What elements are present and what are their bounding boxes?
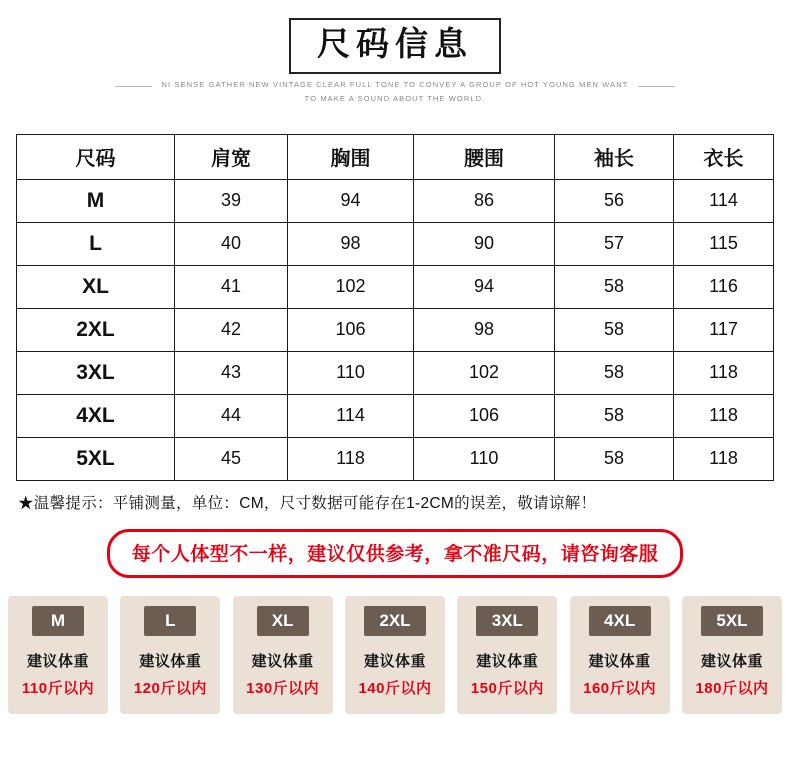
table-header-row: [17, 134, 774, 179]
card-label: 建议体重: [363, 652, 426, 670]
advice-banner-wrap: [0, 529, 790, 578]
cell-sleeve: 58: [555, 394, 674, 437]
subtitle-english: [152, 78, 639, 107]
card-size-tag: 5XL: [701, 606, 763, 636]
card-label: 建议体重: [700, 652, 763, 670]
card-weight: 120斤以内: [133, 679, 207, 697]
cell-length: 114: [674, 179, 774, 222]
weight-card: [8, 596, 108, 714]
card-label: 建议体重: [476, 652, 539, 670]
cell-size: 3XL: [17, 351, 175, 394]
cell-sleeve: 57: [555, 222, 674, 265]
cell-length: 118: [674, 351, 774, 394]
size-table-head: [17, 134, 774, 179]
cell-shoulder: 44: [175, 394, 288, 437]
weight-card: [345, 596, 445, 714]
cell-sleeve: 58: [555, 265, 674, 308]
cell-length: 116: [674, 265, 774, 308]
cell-size: 2XL: [17, 308, 175, 351]
table-row: [17, 351, 774, 394]
weight-card-list: [8, 596, 782, 714]
title-box: [289, 18, 501, 74]
card-weight: 160斤以内: [583, 679, 657, 697]
col-header-waist: 腰围: [414, 134, 555, 179]
table-row: [17, 265, 774, 308]
cell-shoulder: 45: [175, 437, 288, 480]
cell-size: L: [17, 222, 175, 265]
cell-sleeve: 58: [555, 308, 674, 351]
card-size-tag: 2XL: [364, 606, 426, 636]
card-label: 建议体重: [588, 652, 651, 670]
page-header: [0, 0, 790, 126]
table-row: [17, 394, 774, 437]
cell-size: 4XL: [17, 394, 175, 437]
card-size-tag: 3XL: [476, 606, 538, 636]
card-weight: 180斤以内: [695, 679, 769, 697]
col-header-size: 尺码: [17, 134, 175, 179]
cell-shoulder: 40: [175, 222, 288, 265]
cell-waist: 86: [414, 179, 555, 222]
cell-shoulder: 43: [175, 351, 288, 394]
card-label: 建议体重: [139, 652, 202, 670]
cell-sleeve: 58: [555, 351, 674, 394]
card-label: 建议体重: [26, 652, 89, 670]
col-header-bust: 胸围: [288, 134, 414, 179]
cell-waist: 106: [414, 394, 555, 437]
cell-bust: 114: [288, 394, 414, 437]
cell-size: XL: [17, 265, 175, 308]
subtitle-line-1: NI SENSE GATHER NEW VINTAGE CLEAR FULL TONE TO CONVEY A GROUP OF HOT YOUNG MEN WANT: [161, 79, 629, 89]
card-weight: 150斤以内: [470, 679, 544, 697]
cell-length: 117: [674, 308, 774, 351]
cell-bust: 98: [288, 222, 414, 265]
col-header-sleeve: 袖长: [555, 134, 674, 179]
cell-bust: 102: [288, 265, 414, 308]
cell-shoulder: 39: [175, 179, 288, 222]
size-table-body: [17, 179, 774, 480]
card-label: 建议体重: [251, 652, 314, 670]
card-size-tag: M: [32, 606, 84, 636]
weight-card: [120, 596, 220, 714]
cell-waist: 94: [414, 265, 555, 308]
advice-banner: 每个人体型不一样，建议仅供参考，拿不准尺码，请咨询客服: [107, 529, 684, 578]
cell-sleeve: 58: [555, 437, 674, 480]
cell-length: 115: [674, 222, 774, 265]
weight-card: [682, 596, 782, 714]
cell-bust: 106: [288, 308, 414, 351]
subtitle-block: [115, 74, 675, 126]
table-row: [17, 437, 774, 480]
subtitle-line-2: TO MAKE A SOUND ABOUT THE WORLD.: [304, 93, 486, 103]
cell-waist: 90: [414, 222, 555, 265]
card-size-tag: XL: [257, 606, 309, 636]
cell-waist: 110: [414, 437, 555, 480]
cell-sleeve: 56: [555, 179, 674, 222]
table-row: [17, 308, 774, 351]
cell-bust: 110: [288, 351, 414, 394]
col-header-shoulder: 肩宽: [175, 134, 288, 179]
card-weight: 140斤以内: [358, 679, 432, 697]
card-weight: 130斤以内: [246, 679, 320, 697]
cell-shoulder: 42: [175, 308, 288, 351]
weight-card: [233, 596, 333, 714]
cell-length: 118: [674, 437, 774, 480]
measurement-tip: ★温馨提示：平铺测量，单位：CM，尺寸数据可能存在1-2CM的误差，敬请谅解！: [18, 494, 597, 512]
cell-size: 5XL: [17, 437, 175, 480]
card-size-tag: L: [144, 606, 196, 636]
cell-bust: 118: [288, 437, 414, 480]
cell-shoulder: 41: [175, 265, 288, 308]
table-row: [17, 222, 774, 265]
table-row: [17, 179, 774, 222]
col-header-length: 衣长: [674, 134, 774, 179]
cell-waist: 98: [414, 308, 555, 351]
cell-waist: 102: [414, 351, 555, 394]
cell-length: 118: [674, 394, 774, 437]
size-table: [16, 134, 774, 481]
cell-bust: 94: [288, 179, 414, 222]
cell-size: M: [17, 179, 175, 222]
card-weight: 110斤以内: [21, 679, 95, 697]
page-title: 尺码信息: [317, 25, 473, 62]
weight-card: [457, 596, 557, 714]
size-table-wrap: [16, 134, 774, 481]
weight-card: [570, 596, 670, 714]
card-size-tag: 4XL: [589, 606, 651, 636]
